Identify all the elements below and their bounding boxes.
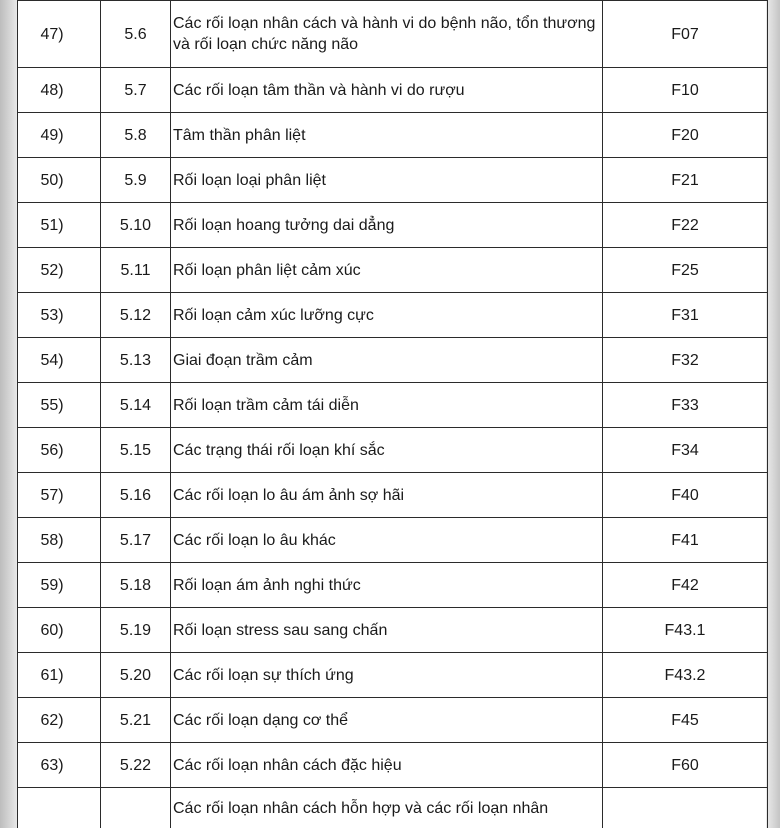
disease-name: Rối loạn trầm cảm tái diễn xyxy=(171,383,603,428)
section-number: 5.14 xyxy=(101,383,171,428)
disease-name: Rối loạn stress sau sang chấn xyxy=(171,608,603,653)
row-number: 51) xyxy=(18,203,101,248)
icd-code: F45 xyxy=(603,698,768,743)
disease-name: Giai đoạn trầm cảm xyxy=(171,338,603,383)
disease-name: Các trạng thái rối loạn khí sắc xyxy=(171,428,603,473)
section-number: 5.20 xyxy=(101,653,171,698)
table-row xyxy=(18,743,768,788)
table-row xyxy=(18,338,768,383)
section-number: 5.16 xyxy=(101,473,171,518)
disease-name: Các rối loạn lo âu ám ảnh sợ hãi xyxy=(171,473,603,518)
icd-code: F42 xyxy=(603,563,768,608)
section-number xyxy=(101,788,171,828)
row-number: 48) xyxy=(18,68,101,113)
icd-code xyxy=(603,788,768,828)
row-number: 57) xyxy=(18,473,101,518)
section-number: 5.7 xyxy=(101,68,171,113)
icd-code: F32 xyxy=(603,338,768,383)
row-number: 49) xyxy=(18,113,101,158)
section-number: 5.19 xyxy=(101,608,171,653)
row-number xyxy=(18,788,101,828)
section-number: 5.11 xyxy=(101,248,171,293)
section-number: 5.22 xyxy=(101,743,171,788)
table-row xyxy=(18,158,768,203)
row-number: 55) xyxy=(18,383,101,428)
table-row-partial xyxy=(18,788,768,828)
row-number: 50) xyxy=(18,158,101,203)
disease-name: Các rối loạn dạng cơ thể xyxy=(171,698,603,743)
table-row xyxy=(18,563,768,608)
row-number: 58) xyxy=(18,518,101,563)
table-row xyxy=(18,653,768,698)
disease-name: Các rối loạn sự thích ứng xyxy=(171,653,603,698)
table-row xyxy=(18,698,768,743)
row-number: 54) xyxy=(18,338,101,383)
table-row xyxy=(18,203,768,248)
disease-name: Rối loạn phân liệt cảm xúc xyxy=(171,248,603,293)
icd-code: F21 xyxy=(603,158,768,203)
disease-name: Rối loạn hoang tưởng dai dẳng xyxy=(171,203,603,248)
row-number: 59) xyxy=(18,563,101,608)
section-number: 5.10 xyxy=(101,203,171,248)
section-number: 5.9 xyxy=(101,158,171,203)
icd-code: F33 xyxy=(603,383,768,428)
row-number: 52) xyxy=(18,248,101,293)
table-row xyxy=(18,608,768,653)
left-margin-shadow xyxy=(0,0,17,828)
disease-name: Tâm thần phân liệt xyxy=(171,113,603,158)
table-row xyxy=(18,428,768,473)
table-row xyxy=(18,383,768,428)
section-number: 5.8 xyxy=(101,113,171,158)
table-row xyxy=(18,293,768,338)
row-number: 60) xyxy=(18,608,101,653)
section-number: 5.18 xyxy=(101,563,171,608)
disease-name: Các rối loạn tâm thần và hành vi do rượu xyxy=(171,68,603,113)
right-margin-shadow xyxy=(766,0,780,828)
table-row xyxy=(18,68,768,113)
section-number: 5.17 xyxy=(101,518,171,563)
icd-code: F43.2 xyxy=(603,653,768,698)
disease-name: Các rối loạn lo âu khác xyxy=(171,518,603,563)
disease-code-table xyxy=(17,0,768,828)
disease-name: Rối loạn ám ảnh nghi thức xyxy=(171,563,603,608)
icd-code: F25 xyxy=(603,248,768,293)
row-number: 61) xyxy=(18,653,101,698)
row-number: 63) xyxy=(18,743,101,788)
table-row xyxy=(18,518,768,563)
section-number: 5.12 xyxy=(101,293,171,338)
disease-name: Các rối loạn nhân cách đặc hiệu xyxy=(171,743,603,788)
disease-name: Các rối loạn nhân cách và hành vi do bệnh não, tổn thương và rối loạn chức năng não xyxy=(171,1,603,68)
icd-code: F43.1 xyxy=(603,608,768,653)
section-number: 5.13 xyxy=(101,338,171,383)
icd-code: F34 xyxy=(603,428,768,473)
table-row xyxy=(18,473,768,518)
icd-code: F10 xyxy=(603,68,768,113)
icd-code: F07 xyxy=(603,1,768,68)
icd-code: F20 xyxy=(603,113,768,158)
icd-code: F22 xyxy=(603,203,768,248)
table-row xyxy=(18,1,768,68)
icd-code: F60 xyxy=(603,743,768,788)
section-number: 5.6 xyxy=(101,1,171,68)
section-number: 5.21 xyxy=(101,698,171,743)
disease-name: Rối loạn cảm xúc lưỡng cực xyxy=(171,293,603,338)
table-row xyxy=(18,113,768,158)
table-row xyxy=(18,248,768,293)
row-number: 62) xyxy=(18,698,101,743)
icd-code: F40 xyxy=(603,473,768,518)
icd-code: F31 xyxy=(603,293,768,338)
row-number: 47) xyxy=(18,1,101,68)
row-number: 53) xyxy=(18,293,101,338)
disease-name: Rối loạn loại phân liệt xyxy=(171,158,603,203)
icd-code: F41 xyxy=(603,518,768,563)
section-number: 5.15 xyxy=(101,428,171,473)
disease-name: Các rối loạn nhân cách hỗn hợp và các rối loạn nhân xyxy=(171,788,603,828)
row-number: 56) xyxy=(18,428,101,473)
